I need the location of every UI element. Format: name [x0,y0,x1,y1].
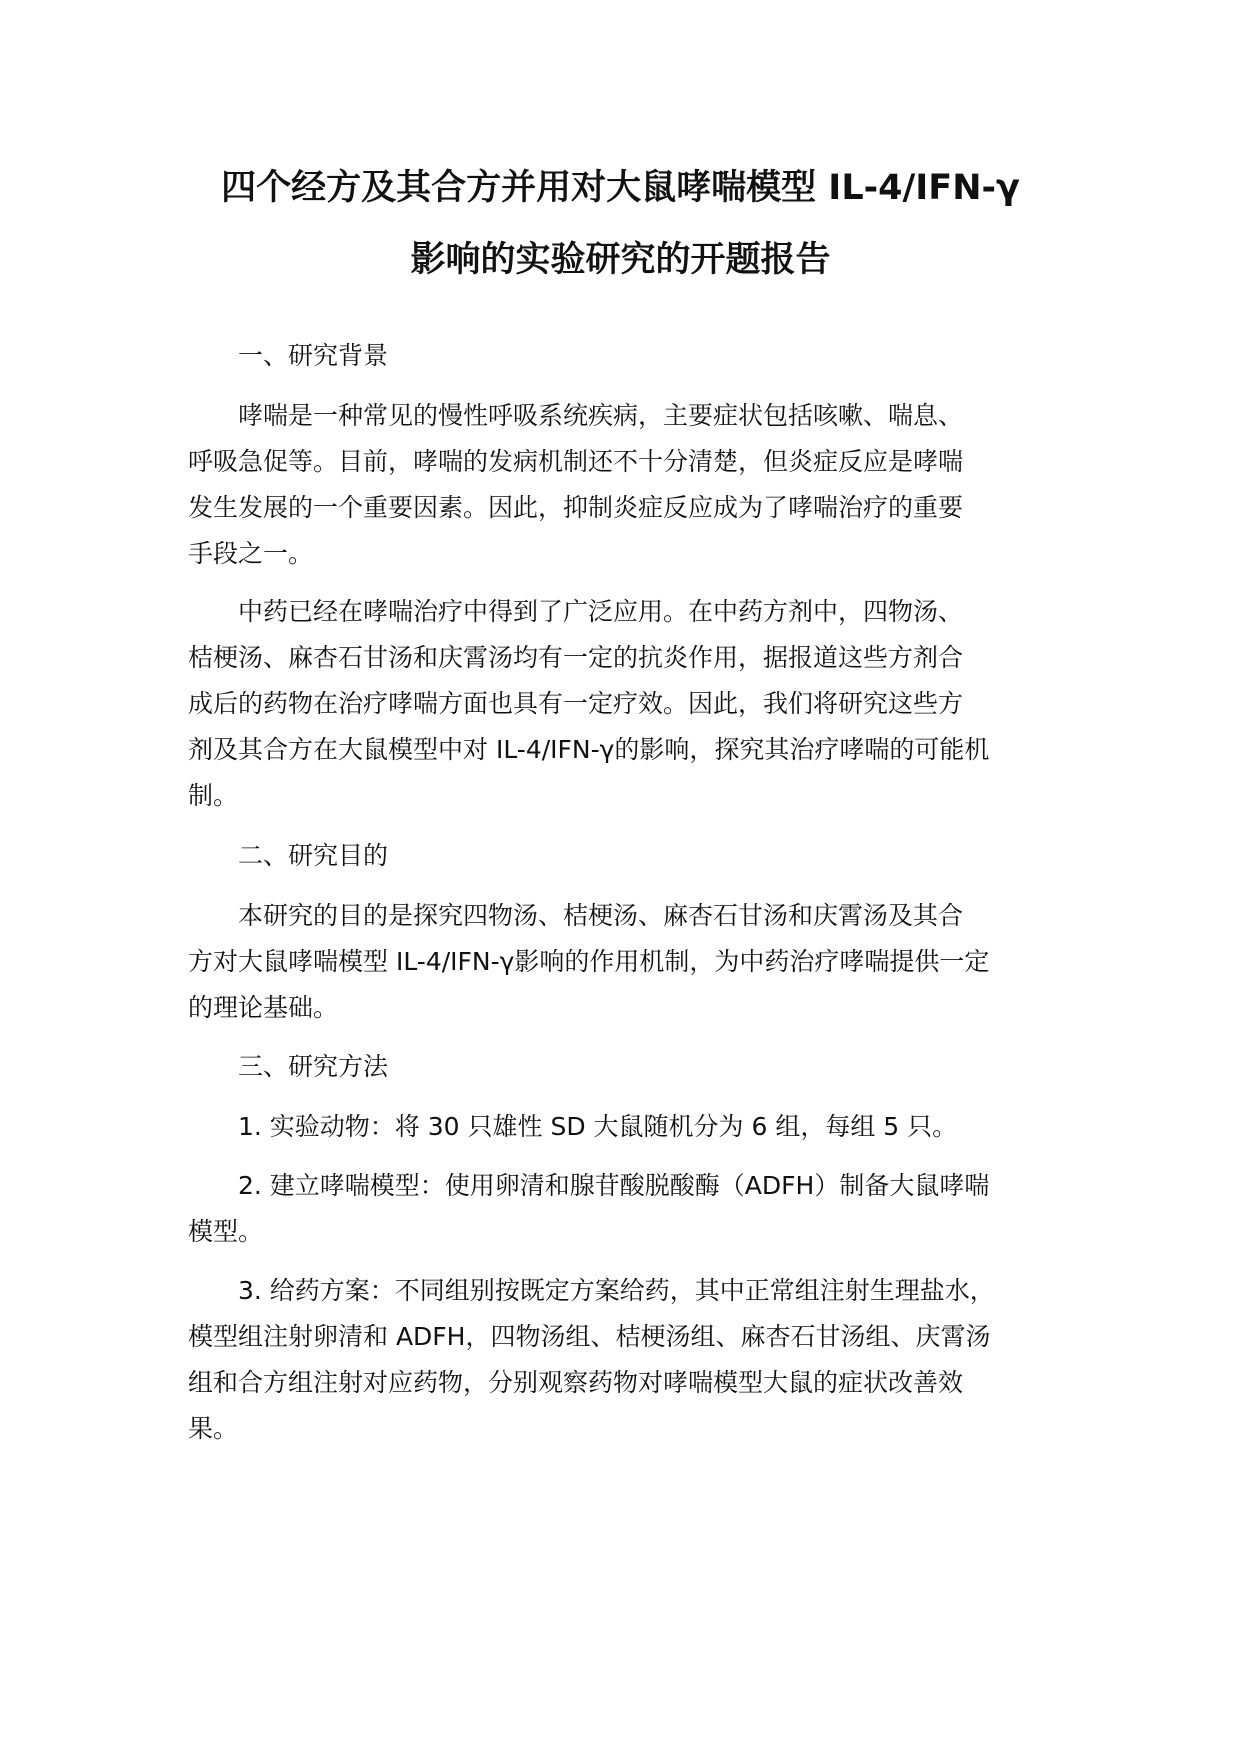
paragraph-line: 制。 [188,781,239,810]
paragraph-line: 模型组注射卵清和 ADFH，四物汤组、桔梗汤组、麻杏石甘汤组、庆霄汤 [188,1322,991,1351]
section-heading-methods: 三、研究方法 [188,1052,389,1081]
paragraph-line: 模型。 [188,1217,264,1246]
paragraph-line: 组和合方组注射对应药物，分别观察药物对哮喘模型大鼠的症状改善效 [188,1368,964,1397]
paragraph-line: 手段之一。 [188,539,314,568]
paragraph-line: 剂及其合方在大鼠模型中对 IL-4/IFN-γ的影响，探究其治疗哮喘的可能机 [188,735,990,764]
section-heading-background: 一、研究背景 [188,341,389,370]
document-title-line-1: 四个经方及其合方并用对大鼠哮喘模型 IL-4/IFN-γ [221,168,1020,208]
paragraph-line: 的理论基础。 [188,993,339,1022]
paragraph-line: 中药已经在哮喘治疗中得到了广泛应用。在中药方剂中，四物汤、 [188,597,964,626]
document-title-line-2: 影响的实验研究的开题报告 [410,240,831,280]
list-item: 1. 实验动物：将 30 只雄性 SD 大鼠随机分为 6 组，每组 5 只。 [188,1112,958,1141]
list-item: 3. 给药方案：不同组别按既定方案给药，其中正常组注射生理盐水， [188,1276,995,1305]
list-item: 2. 建立哮喘模型：使用卵清和腺苷酸脱酸酶（ADFH）制备大鼠哮喘 [188,1171,990,1200]
paragraph-line: 桔梗汤、麻杏石甘汤和庆霄汤均有一定的抗炎作用，据报道这些方剂合 [188,643,964,672]
paragraph-line: 发生发展的一个重要因素。因此，抑制炎症反应成为了哮喘治疗的重要 [188,493,964,522]
paragraph-line: 本研究的目的是探究四物汤、桔梗汤、麻杏石甘汤和庆霄汤及其合 [188,901,964,930]
paragraph-line: 成后的药物在治疗哮喘方面也具有一定疗效。因此，我们将研究这些方 [188,689,964,718]
paragraph-line: 呼吸急促等。目前，哮喘的发病机制还不十分清楚，但炎症反应是哮喘 [188,447,964,476]
section-heading-purpose: 二、研究目的 [188,841,389,870]
paragraph-line: 哮喘是一种常见的慢性呼吸系统疾病，主要症状包括咳嗽、喘息、 [188,401,964,430]
paragraph-line: 果。 [188,1414,239,1443]
paragraph-line: 方对大鼠哮喘模型 IL-4/IFN-γ影响的作用机制，为中药治疗哮喘提供一定 [188,947,990,976]
